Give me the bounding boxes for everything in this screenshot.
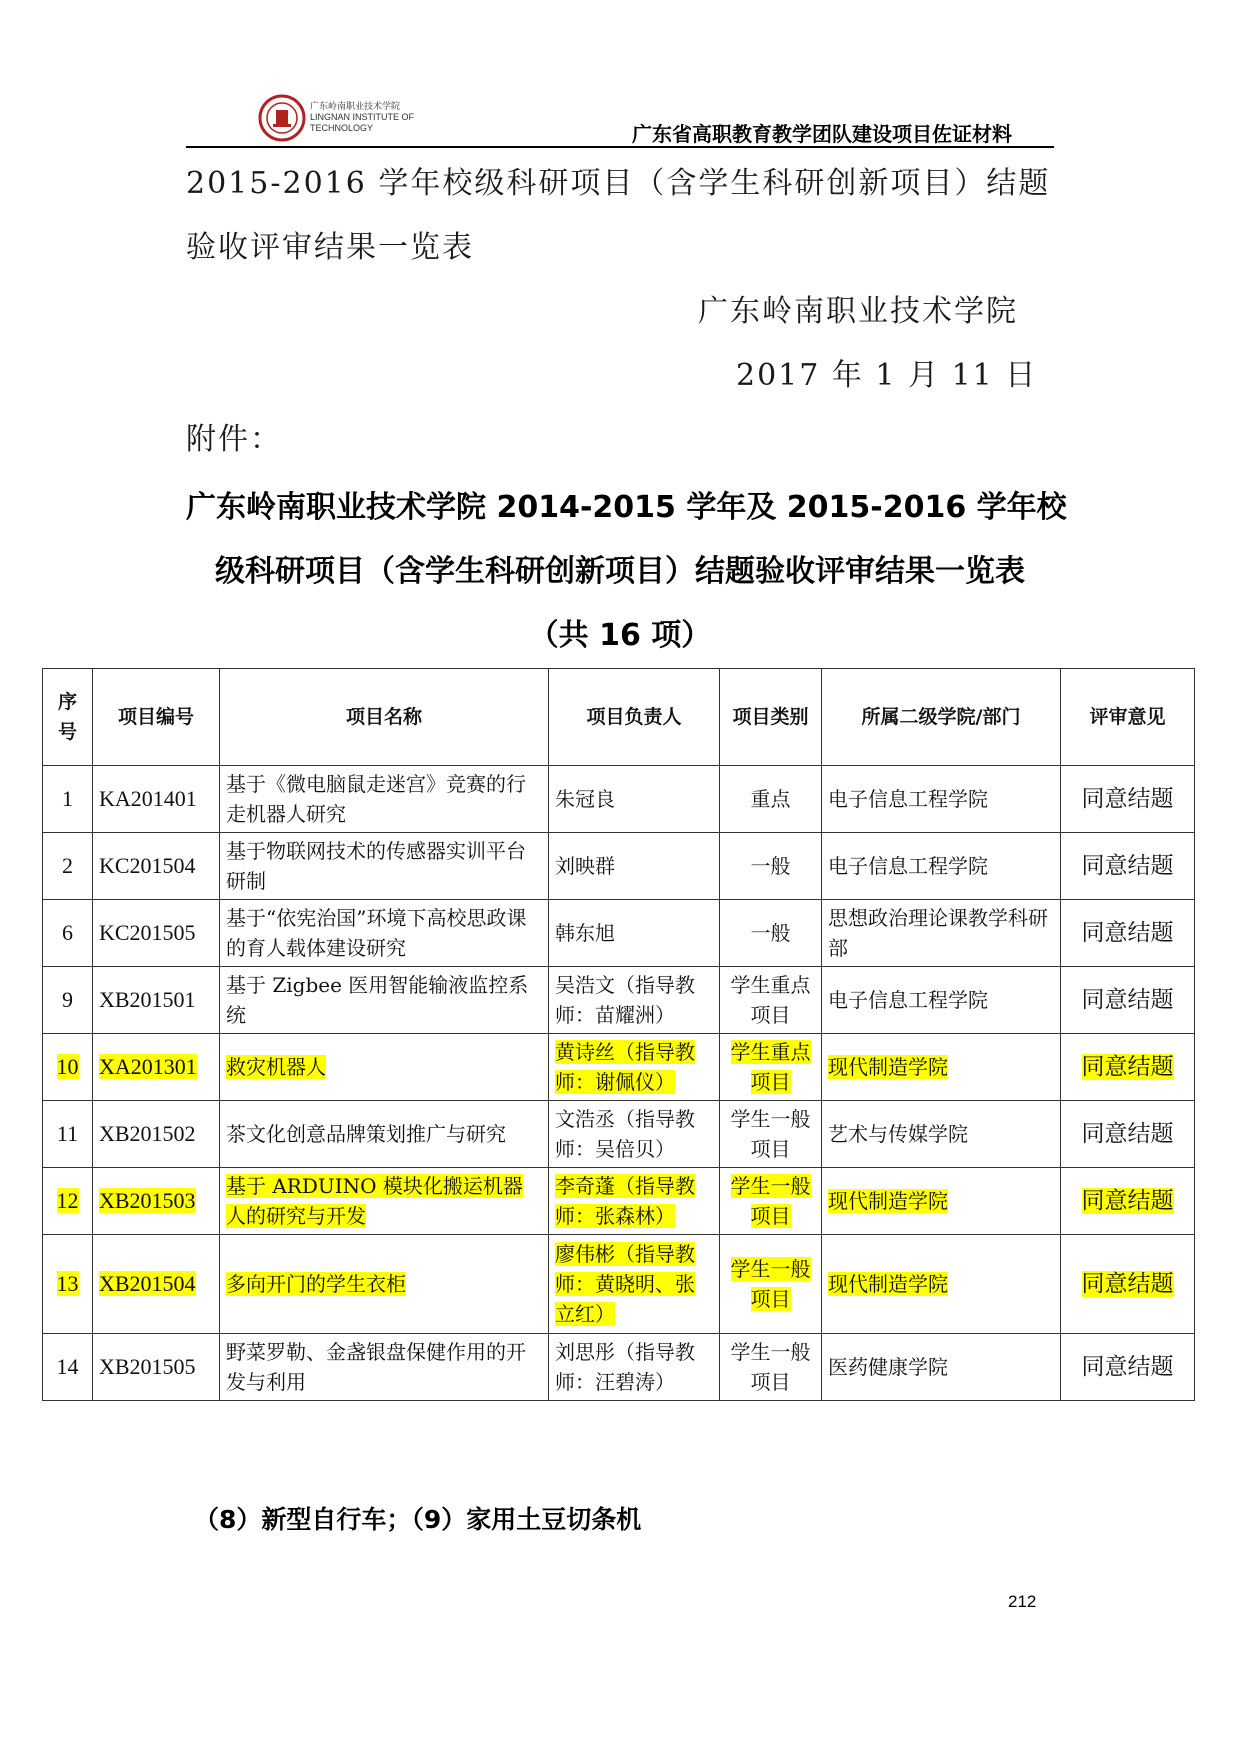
table-row [43, 1101, 1195, 1168]
cell-seq: 1 [43, 766, 93, 833]
doc-title-line2: 验收评审结果一览表 [186, 230, 474, 265]
cell-dept: 现代制造学院 [822, 1168, 1061, 1235]
cell-name: 救灾机器人 [220, 1034, 549, 1101]
cell-name: 基于《微电脑鼠走迷宫》竞赛的行走机器人研究 [220, 766, 549, 833]
cell-leader: 吴浩文（指导教师：苗耀洲） [549, 967, 720, 1034]
attachment-label: 附件： [186, 422, 282, 457]
table-row [43, 1168, 1195, 1235]
main-title-count: （共 16 项） [528, 618, 712, 653]
cell-name: 基于“依宪治国”环境下高校思政课的育人载体建设研究 [220, 900, 549, 967]
cell-type: 重点 [720, 766, 822, 833]
page-number: 212 [1008, 1592, 1037, 1611]
cell-code: XA201301 [93, 1034, 220, 1101]
cell-type: 学生一般项目 [720, 1168, 822, 1235]
table-row [43, 967, 1195, 1034]
cell-opinion: 同意结题 [1061, 900, 1195, 967]
cell-opinion: 同意结题 [1061, 1168, 1195, 1235]
cell-code: KC201504 [93, 833, 220, 900]
cell-opinion: 同意结题 [1061, 1034, 1195, 1101]
cell-seq: 6 [43, 900, 93, 967]
header-title: 广东省高职教育教学团队建设项目佐证材料 [632, 122, 1012, 146]
table-row [43, 900, 1195, 967]
table-row [43, 1334, 1195, 1401]
col-header-opinion: 评审意见 [1061, 669, 1195, 766]
header-divider [186, 146, 1054, 148]
issuer: 广东岭南职业技术学院 [698, 294, 1018, 329]
cell-opinion: 同意结题 [1061, 766, 1195, 833]
cell-type: 学生一般项目 [720, 1334, 822, 1401]
cell-name: 茶文化创意品牌策划推广与研究 [220, 1101, 549, 1168]
doc-title-line1: 2015-2016 学年校级科研项目（含学生科研创新项目）结题 [186, 166, 1051, 201]
cell-opinion: 同意结题 [1061, 1235, 1195, 1334]
cell-opinion: 同意结题 [1061, 1101, 1195, 1168]
cell-name: 基于 ARDUINO 模块化搬运机器人的研究与开发 [220, 1168, 549, 1235]
cell-dept: 电子信息工程学院 [822, 766, 1061, 833]
cell-leader: 韩东旭 [549, 900, 720, 967]
logo-text: 广东岭南职业技术学院 LINGNAN INSTITUTE OF TECHNOLOGY [310, 101, 415, 133]
cell-leader: 廖伟彬（指导教师：黄晓明、张立红） [549, 1235, 720, 1334]
cell-leader: 黄诗丝（指导教师：谢佩仪） [549, 1034, 720, 1101]
cell-code: XB201503 [93, 1168, 220, 1235]
cell-type: 一般 [720, 900, 822, 967]
col-header-type: 项目类别 [720, 669, 822, 766]
col-header-name: 项目名称 [220, 669, 549, 766]
col-header-seq: 序号 [43, 669, 93, 766]
cell-seq: 9 [43, 967, 93, 1034]
cell-seq: 10 [43, 1034, 93, 1101]
results-table [42, 668, 1195, 1401]
cell-seq: 14 [43, 1334, 93, 1401]
cell-type: 学生一般项目 [720, 1101, 822, 1168]
table-row [43, 833, 1195, 900]
cell-dept: 电子信息工程学院 [822, 967, 1061, 1034]
main-title-line2: 级科研项目（含学生科研创新项目）结题验收评审结果一览表 [215, 554, 1025, 589]
col-header-dept: 所属二级学院/部门 [822, 669, 1061, 766]
cell-code: KA201401 [93, 766, 220, 833]
table-row [43, 1235, 1195, 1334]
cell-code: XB201501 [93, 967, 220, 1034]
cell-code: XB201505 [93, 1334, 220, 1401]
cell-name: 基于 Zigbee 医用智能输液监控系统 [220, 967, 549, 1034]
main-title-line1: 广东岭南职业技术学院 2014-2015 学年及 2015-2016 学年校 [186, 490, 1067, 525]
cell-type: 学生重点项目 [720, 1034, 822, 1101]
cell-type: 学生一般项目 [720, 1235, 822, 1334]
cell-seq: 11 [43, 1101, 93, 1168]
cell-leader: 刘映群 [549, 833, 720, 900]
cell-dept: 医药健康学院 [822, 1334, 1061, 1401]
cell-leader: 朱冠良 [549, 766, 720, 833]
cell-name: 基于物联网技术的传感器实训平台研制 [220, 833, 549, 900]
cell-seq: 12 [43, 1168, 93, 1235]
cell-code: XB201504 [93, 1235, 220, 1334]
cell-name: 多向开门的学生衣柜 [220, 1235, 549, 1334]
cell-opinion: 同意结题 [1061, 967, 1195, 1034]
cell-dept: 现代制造学院 [822, 1235, 1061, 1334]
cell-leader: 刘思彤（指导教师：汪碧涛） [549, 1334, 720, 1401]
cell-seq: 2 [43, 833, 93, 900]
cell-seq: 13 [43, 1235, 93, 1334]
cell-opinion: 同意结题 [1061, 833, 1195, 900]
school-logo-icon [258, 94, 306, 142]
table-row [43, 1034, 1195, 1101]
cell-leader: 文浩丞（指导教师：吴倍贝） [549, 1101, 720, 1168]
cell-opinion: 同意结题 [1061, 1334, 1195, 1401]
cell-dept: 艺术与传媒学院 [822, 1101, 1061, 1168]
cell-type: 学生重点项目 [720, 967, 822, 1034]
table-header-row [43, 669, 1195, 766]
footnote: （8）新型自行车；（9）家用土豆切条机 [194, 1505, 642, 1534]
cell-dept: 思想政治理论课教学科研部 [822, 900, 1061, 967]
cell-dept: 现代制造学院 [822, 1034, 1061, 1101]
cell-type: 一般 [720, 833, 822, 900]
cell-code: KC201505 [93, 900, 220, 967]
table-row [43, 766, 1195, 833]
col-header-leader: 项目负责人 [549, 669, 720, 766]
cell-name: 野菜罗勒、金盏银盘保健作用的开发与利用 [220, 1334, 549, 1401]
issue-date: 2017 年 1 月 11 日 [736, 358, 1038, 393]
col-header-code: 项目编号 [93, 669, 220, 766]
cell-dept: 电子信息工程学院 [822, 833, 1061, 900]
cell-leader: 李奇蓬（指导教师：张森林） [549, 1168, 720, 1235]
cell-code: XB201502 [93, 1101, 220, 1168]
